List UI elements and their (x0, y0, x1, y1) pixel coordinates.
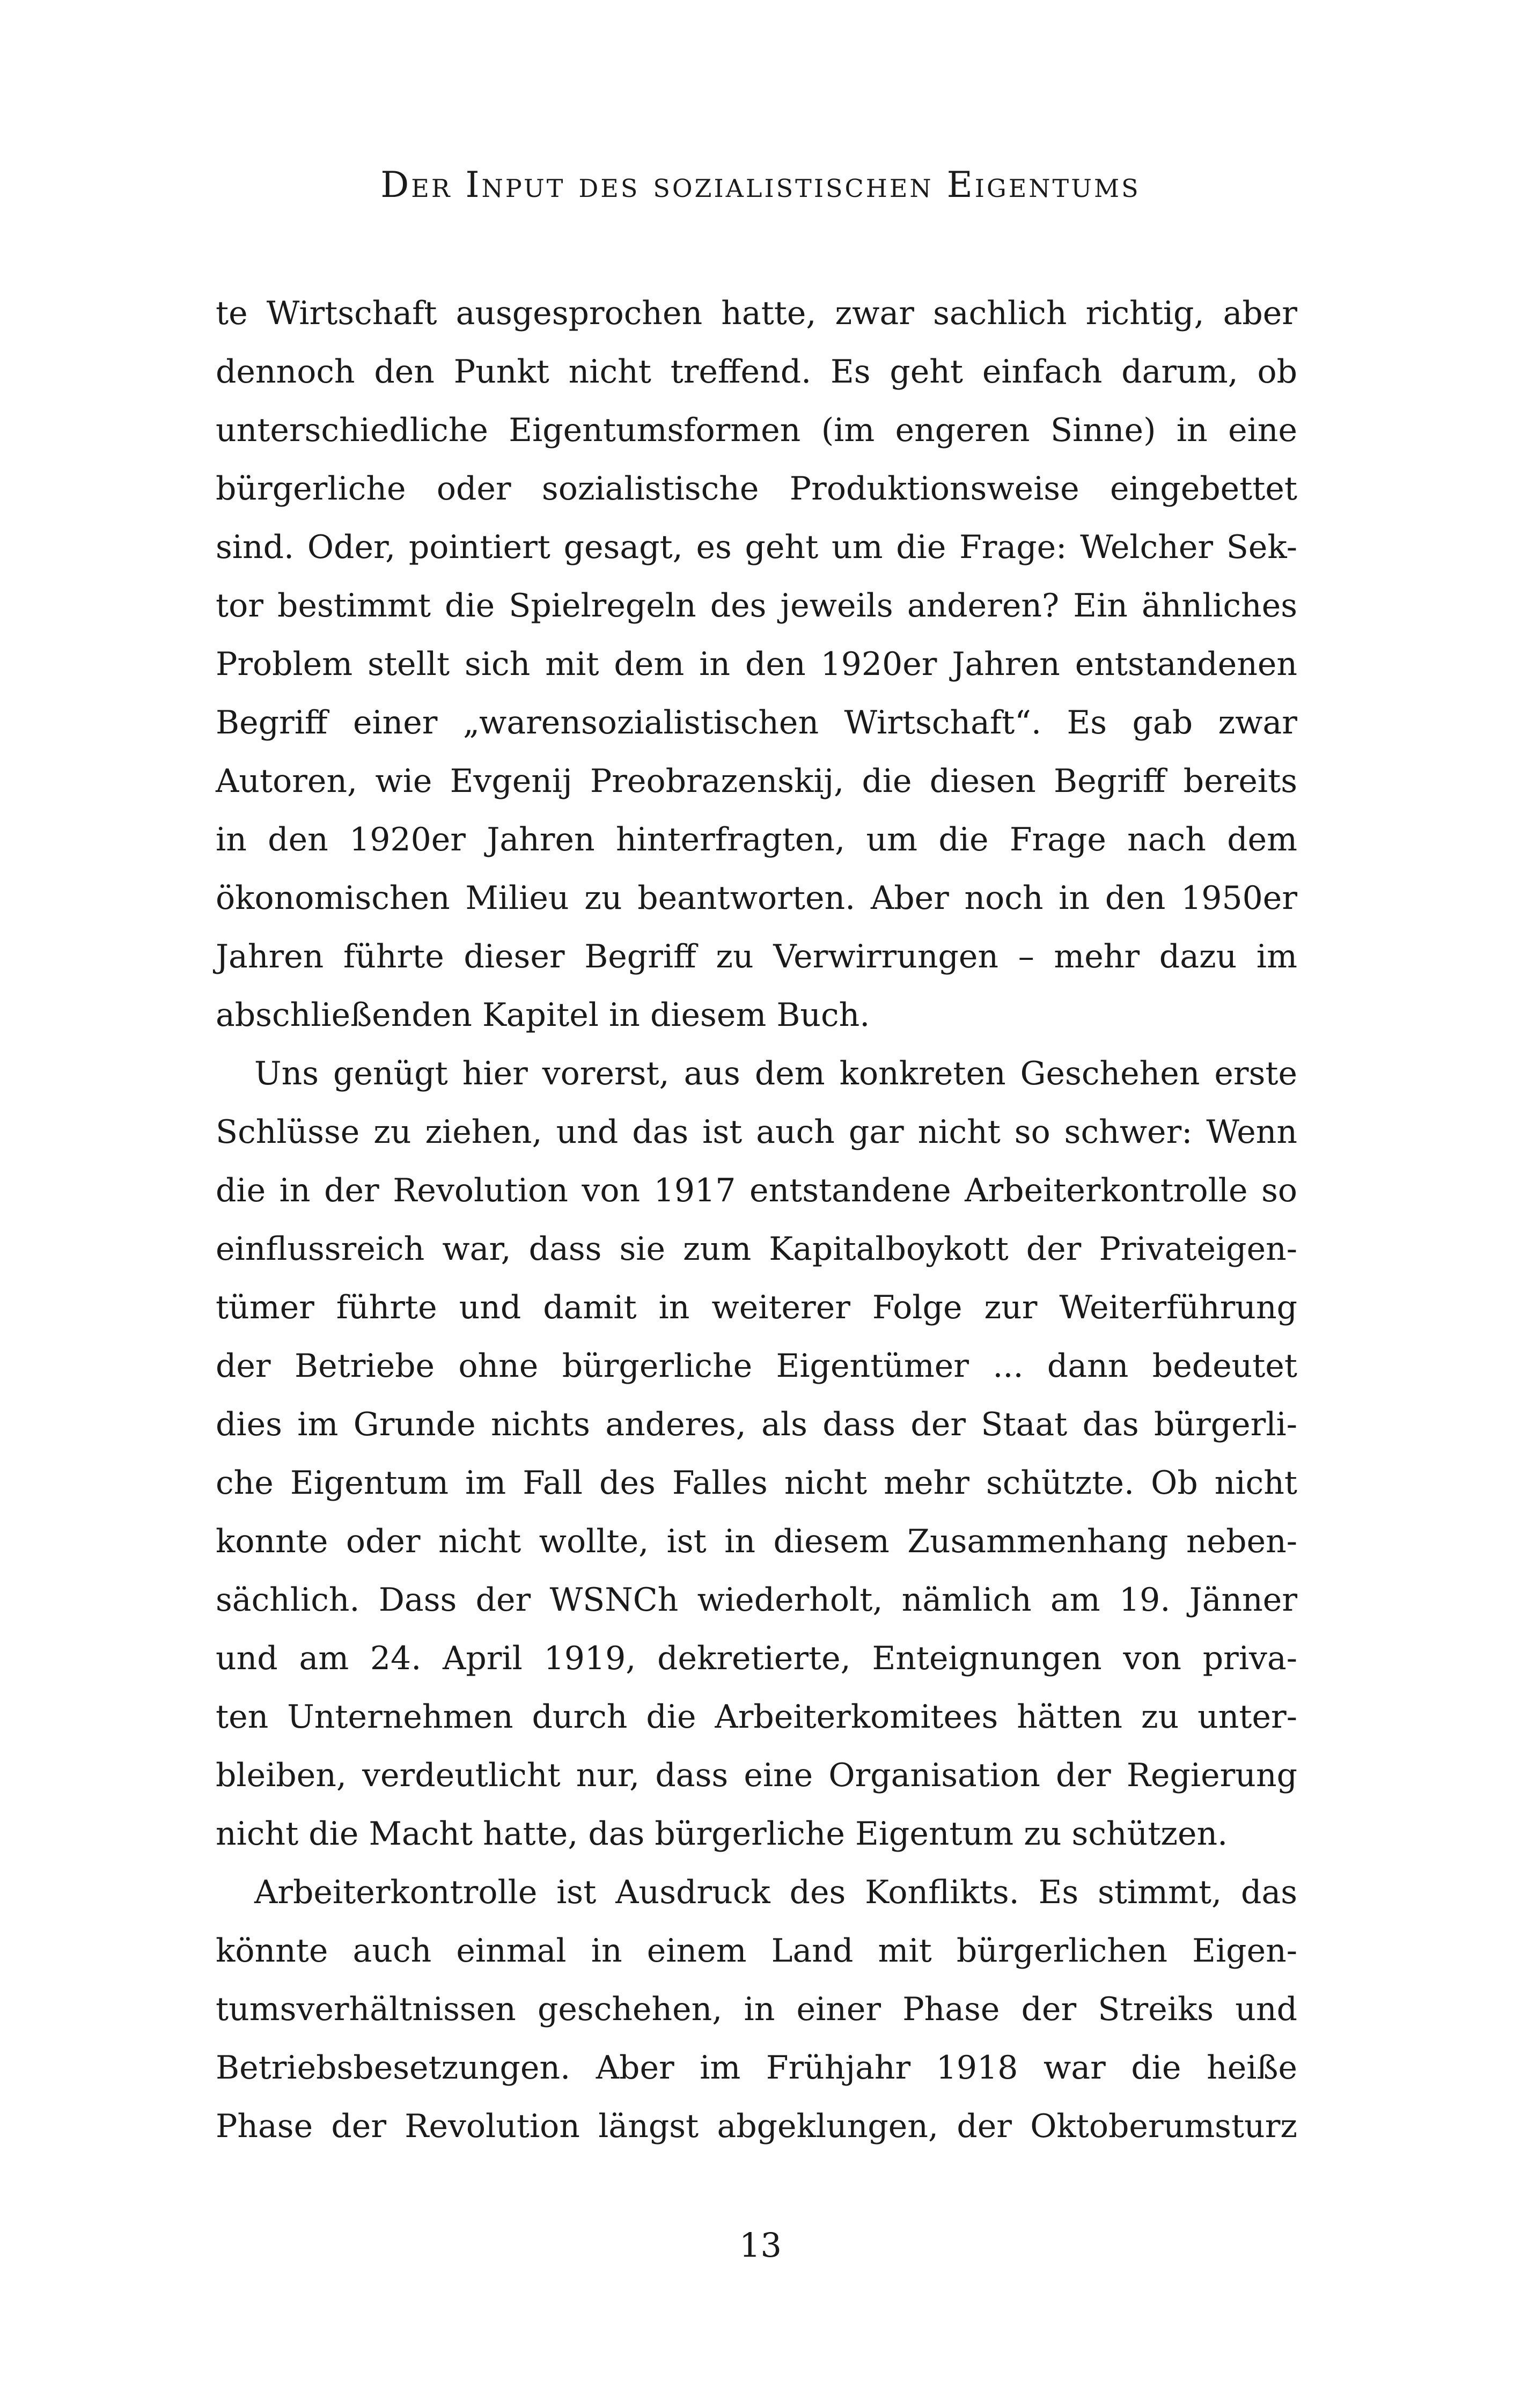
text-line: sächlich. Dass der WSNCh wiederholt, nämlich am 19. Jänner (216, 1581, 1297, 1619)
text-line: dennoch den Punkt nicht treffend. Es geht einfach darum, ob (216, 353, 1297, 391)
text-line: die in der Revolution von 1917 entstandene Arbeiterkontrolle so (216, 1172, 1297, 1209)
text-line: nicht die Macht hatte, das bürgerliche Eigentum zu schützen. (216, 1815, 1228, 1853)
text-line: unterschiedliche Eigentumsformen (im engeren Sinne) in eine (216, 412, 1297, 449)
text-line: Schlüsse zu ziehen, und das ist auch gar nicht so schwer: Wenn (216, 1113, 1297, 1151)
text-line: Problem stellt sich mit dem in den 1920er Jahren entstandenen (216, 645, 1297, 683)
text-line: Phase der Revolution längst abgeklungen, der Oktoberumsturz (216, 2108, 1297, 2145)
body-text (216, 284, 1297, 2156)
text-line: Arbeiterkontrolle ist Ausdruck des Konflikts. Es stimmt, das (254, 1874, 1297, 1911)
text-line: Betriebsbesetzungen. Aber im Frühjahr 1918 war die heiße (216, 2049, 1297, 2087)
text-line: in den 1920er Jahren hinterfragten, um die Frage nach dem (216, 821, 1297, 858)
text-line: Begriff einer „warensozialistischen Wirtschaft“. Es gab zwar (216, 704, 1297, 742)
text-line: einflussreich war, dass sie zum Kapitalboykott der Privateigen- (216, 1230, 1297, 1268)
running-header-title: Der Input des sozialistischen Eigentums (380, 164, 1141, 205)
text-line: sind. Oder, pointiert gesagt, es geht um die Frage: Welcher Sek- (216, 528, 1297, 566)
text-line: Autoren, wie Evgenij Preobrazenskij, die diesen Begriff bereits (216, 762, 1297, 800)
text-line: ten Unternehmen durch die Arbeiterkomitees hätten zu unter- (216, 1698, 1297, 1736)
paragraph (216, 1863, 1297, 2156)
paragraph (216, 284, 1297, 1045)
page-number: 13 (739, 2226, 782, 2265)
text-line: bürgerliche oder sozialistische Produktionsweise eingebettet (216, 470, 1297, 508)
text-line: ökonomischen Milieu zu beantworten. Aber noch in den 1950er (216, 879, 1297, 917)
text-line: Uns genügt hier vorerst, aus dem konkreten Geschehen erste (254, 1055, 1297, 1092)
text-line: der Betriebe ohne bürgerliche Eigentümer ... dann bedeutet (216, 1347, 1297, 1385)
text-line: Jahren führte dieser Begriff zu Verwirrungen – mehr dazu im (216, 938, 1297, 975)
text-line: dies im Grunde nichts anderes, als dass der Staat das bürgerli- (216, 1406, 1297, 1443)
text-line: abschließenden Kapitel in diesem Buch. (216, 996, 870, 1034)
text-line: che Eigentum im Fall des Falles nicht mehr schützte. Ob nicht (216, 1464, 1297, 1502)
text-line: tumsverhältnissen geschehen, in einer Phase der Streiks und (216, 1991, 1297, 2028)
text-line: bleiben, verdeutlicht nur, dass eine Organisation der Regierung (216, 1757, 1297, 1794)
text-line: tümer führte und damit in weiterer Folge zur Weiterführung (216, 1289, 1297, 1326)
text-line: te Wirtschaft ausgesprochen hatte, zwar sachlich richtig, aber (216, 295, 1297, 332)
text-line: und am 24. April 1919, dekretierte, Enteignungen von priva- (216, 1640, 1297, 1677)
text-line: konnte oder nicht wollte, ist in diesem Zusammenhang neben- (216, 1523, 1297, 1560)
text-line: könnte auch einmal in einem Land mit bürgerlichen Eigen- (216, 1932, 1297, 1970)
text-line: tor bestimmt die Spielregeln des jeweils anderen? Ein ähnliches (216, 587, 1297, 625)
paragraph (216, 1045, 1297, 1863)
